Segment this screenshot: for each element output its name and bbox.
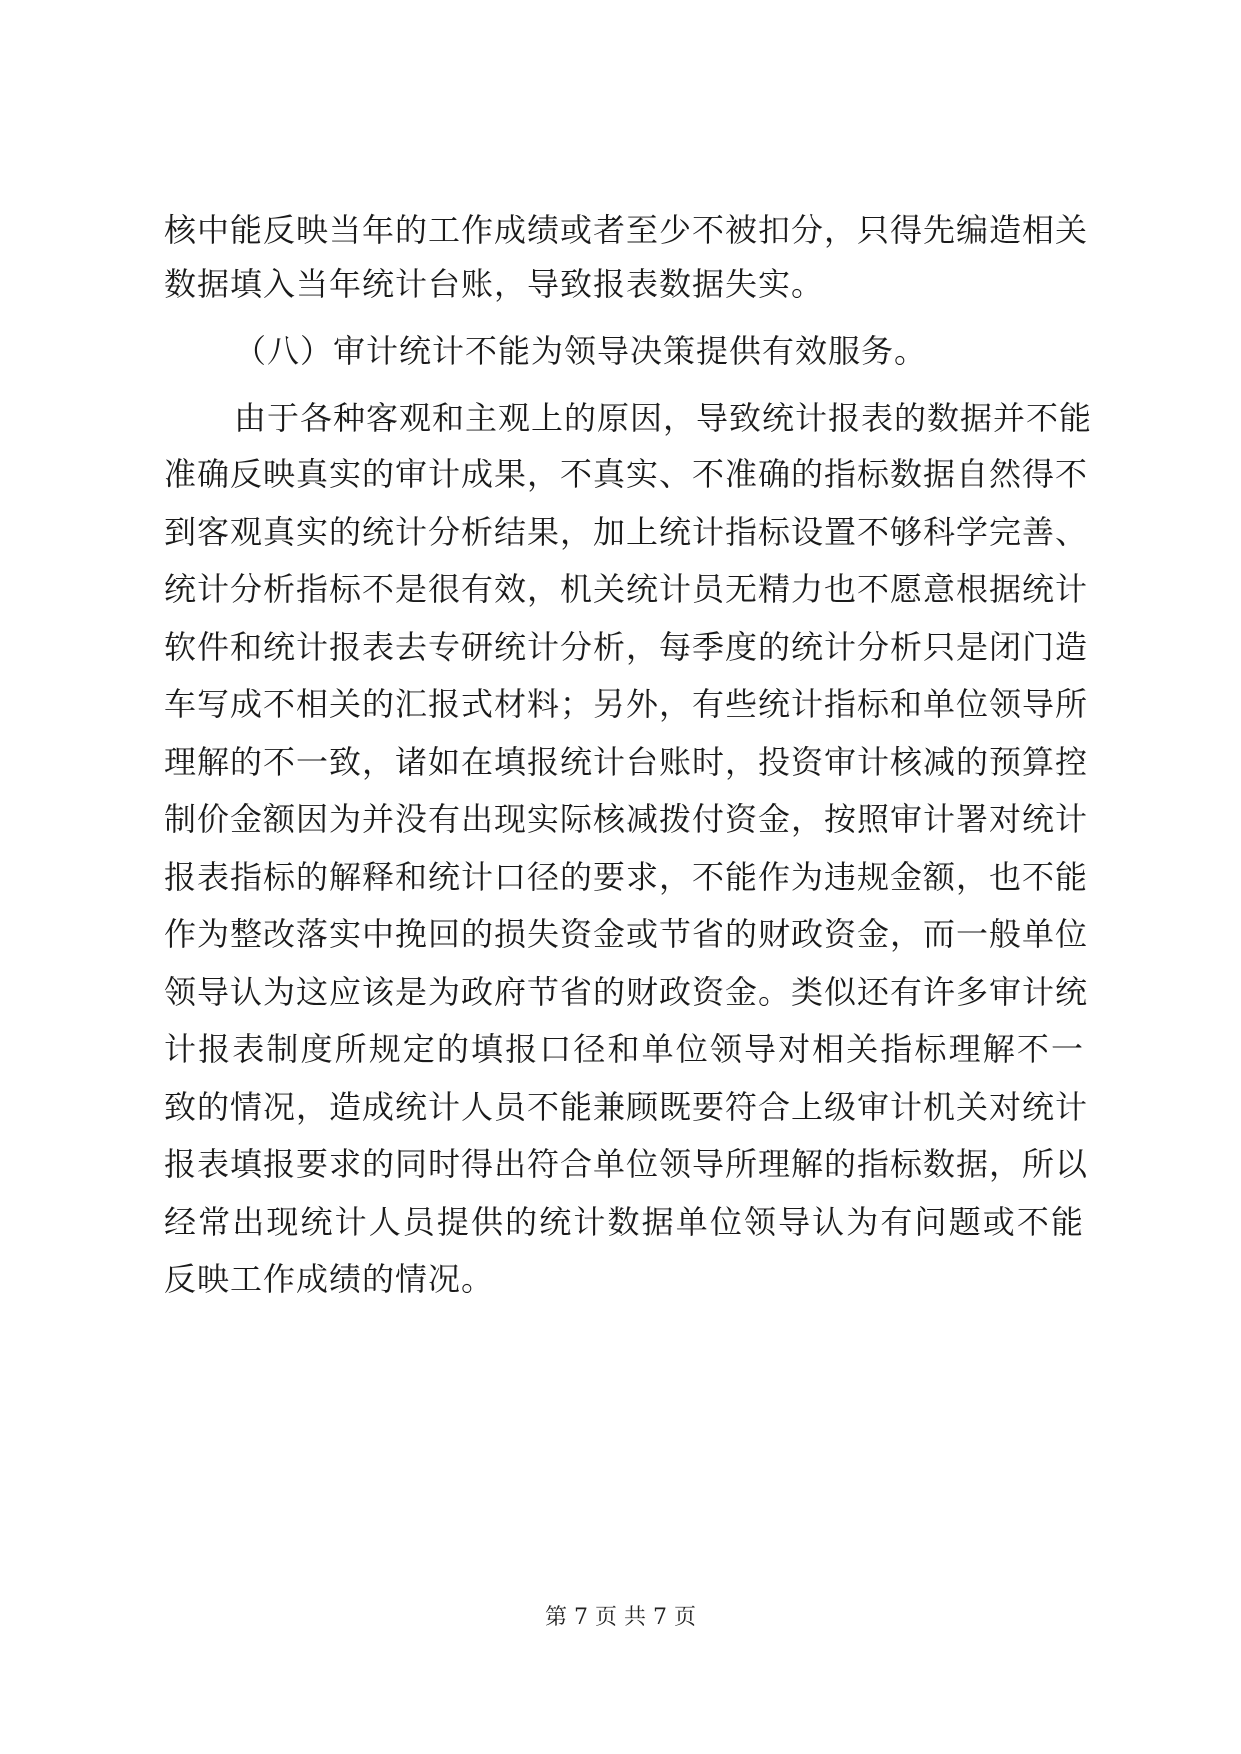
- text-line: 领导认为这应该是为政府节省的财政资金。类似还有许多审计统: [164, 973, 1089, 1011]
- text-line: 理解的不一致，诸如在填报统计台账时，投资审计核减的预算控: [164, 743, 1089, 781]
- text-line: 软件和统计报表去专研统计分析，每季度的统计分析只是闭门造: [164, 628, 1089, 666]
- text-line: 报表填报要求的同时得出符合单位领导所理解的指标数据，所以: [164, 1145, 1089, 1183]
- text-line: 计报表制度所规定的填报口径和单位领导对相关指标理解不一: [164, 1030, 1084, 1068]
- text-line: 到客观真实的统计分析结果，加上统计指标设置不够科学完善、: [164, 513, 1089, 551]
- text-line: 数据填入当年统计台账，导致报表数据失实。: [164, 265, 825, 303]
- text-line: 经常出现统计人员提供的统计数据单位领导认为有问题或不能: [164, 1203, 1084, 1241]
- text-line: 准确反映真实的审计成果，不真实、不准确的指标数据自然得不: [164, 455, 1089, 493]
- text-line: 制价金额因为并没有出现实际核减拨付资金，按照审计署对统计: [164, 800, 1089, 838]
- paragraph-first-line: 由于各种客观和主观上的原因，导致统计报表的数据并不能: [234, 399, 1093, 437]
- text-line: 作为整改落实中挽回的损失资金或节省的财政资金，而一般单位: [164, 915, 1089, 953]
- text-line: 核中能反映当年的工作成绩或者至少不被扣分，只得先编造相关: [164, 211, 1089, 249]
- text-line: 反映工作成绩的情况。: [164, 1260, 495, 1298]
- text-line: 车写成不相关的汇报式材料；另外，有些统计指标和单位领导所: [164, 685, 1089, 723]
- page-number-footer: 第 7 页 共 7 页: [545, 1605, 696, 1630]
- text-line: 统计分析指标不是很有效，机关统计员无精力也不愿意根据统计: [164, 570, 1089, 608]
- text-line: 报表指标的解释和统计口径的要求，不能作为违规金额，也不能: [164, 858, 1089, 896]
- text-line: 致的情况，造成统计人员不能兼顾既要符合上级审计机关对统计: [164, 1088, 1089, 1126]
- section-heading: （八）审计统计不能为领导决策提供有效服务。: [234, 332, 928, 370]
